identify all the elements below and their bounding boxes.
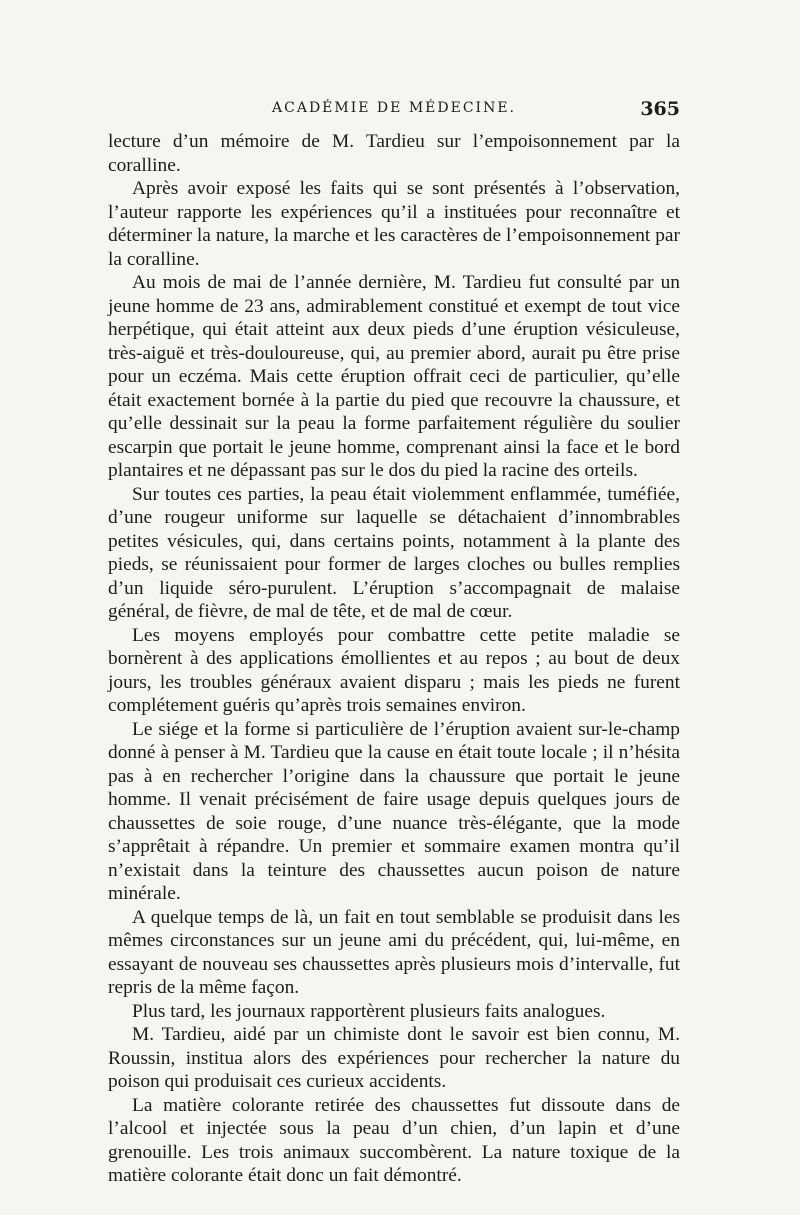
paragraph: La matière colorante retirée des chaussettes fut dissoute dans de l’alcool et injectée sous la peau d’un chien, d’un lapin et d’une grenouille. Les trois animaux succombèrent. La nature toxique de la matière colorante était donc un fait démontré. [108, 1094, 680, 1186]
paragraph: Les moyens employés pour combattre cette petite maladie se bornèrent à des applications émollientes et au repos ; au bout de deux jours, les troubles généraux avaient disparu ; mais les pieds ne furent complétement guéris qu’après trois semaines environ. [108, 624, 680, 716]
paragraph: Plus tard, les journaux rapportèrent plusieurs faits analogues. [132, 1000, 606, 1022]
page-number: 365 [640, 98, 680, 120]
paragraph: A quelque temps de là, un fait en tout semblable se produisit dans les mêmes circonstances sur un jeune ami du précédent, qui, lui-même, en essayant de nouveau ses chaussettes après plusieurs mois d’intervalle, fut repris de la même façon. [108, 906, 680, 998]
paragraph-continued: lecture d’un mémoire de M. Tardieu sur l’empoisonnement par la coralline. [108, 131, 680, 176]
paragraph: Sur toutes ces parties, la peau était violemment enflammée, tuméfiée, d’une rougeur uniforme sur laquelle se détachaient d’innombrables petites vésicules, qui, dans certains points, notamment à la plante des pieds, se réunissaient pour former de larges cloches ou bulles remplies d’un liquide séro-purulent. L’éruption s’accompagnait de malaise général, de fièvre, de mal de tête, et de mal de cœur. [108, 483, 680, 622]
body-text [108, 130, 680, 1188]
page-header [108, 98, 680, 126]
paragraph: Le siége et la forme si particulière de l’éruption avaient sur-le-champ donné à penser à M. Tardieu que la cause en était toute locale ; il n’hésita pas à en rechercher l’origine dans la chaussure que portait le jeune homme. Il venait précisément de faire usage depuis quelques jours de chaussettes de soie rouge, d’une nuance très-élégante, que la mode s’apprêtait à répandre. Un premier et sommaire examen montra qu’il n’existait dans la teinture des chaussettes aucun poison de nature minérale. [108, 718, 680, 904]
paragraph: M. Tardieu, aidé par un chimiste dont le savoir est bien connu, M. Roussin, institua alors des expériences pour rechercher la nature du poison qui produisait ces curieux accidents. [108, 1024, 680, 1092]
running-title: ACADÉMIE DE MÉDECINE. [272, 100, 516, 116]
paragraph: Au mois de mai de l’année dernière, M. Tardieu fut consulté par un jeune homme de 23 ans, admirablement constitué et exempt de tout vice herpétique, qui était atteint aux deux pieds d’une éruption vésiculeuse, très-aiguë et très-douloureuse, qui, au premier abord, aurait pu être prise pour un eczéma. Mais cette éruption offrait ceci de particulier, qu’elle était exactement bornée à la partie du pied que recouvre la chaussure, et qu’elle dessinait sur la peau la forme parfaitement régulière du soulier escarpin que portait le jeune homme, comprenant ainsi la face et le bord plantaires et ne dépassant pas sur le dos du pied la racine des orteils. [108, 272, 680, 481]
paragraph: Après avoir exposé les faits qui se sont présentés à l’observation, l’auteur rapporte les expériences qu’il a instituées pour reconnaître et déterminer la nature, la marche et les caractères de l’empoisonnement par la coralline. [108, 178, 680, 270]
